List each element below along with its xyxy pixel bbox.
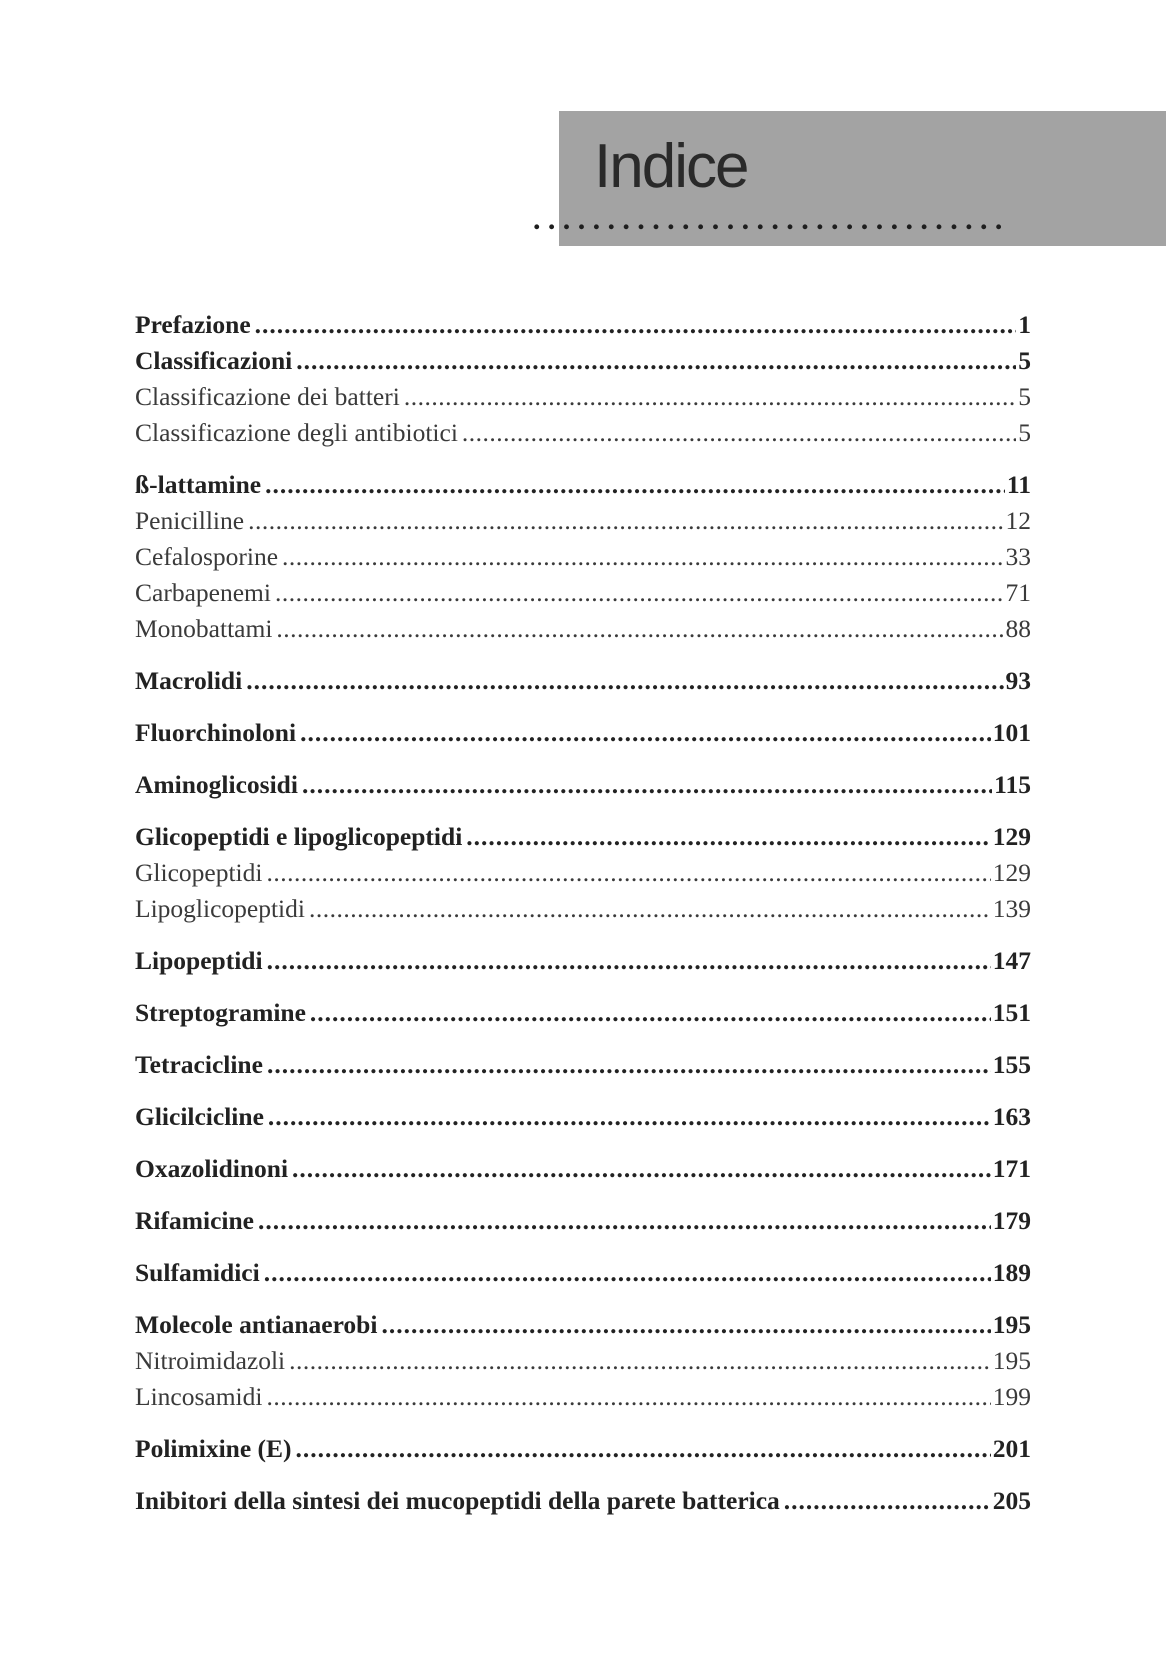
dot-leader	[292, 1151, 991, 1187]
dot-leader	[282, 539, 1003, 575]
toc-entry-title: Glicopeptidi	[135, 858, 263, 887]
toc-section-entry[interactable]	[135, 379, 1031, 415]
toc-page-number: 115	[994, 770, 1031, 799]
dot-leader	[276, 611, 1003, 647]
table-of-contents	[135, 307, 1031, 1519]
toc-chapter-entry[interactable]	[135, 715, 1031, 751]
toc-page-number: 93	[1005, 666, 1031, 695]
dot-leader	[466, 819, 990, 855]
toc-entry-title: Sulfamidici	[135, 1258, 260, 1287]
toc-entry-title: Classificazione dei batteri	[135, 382, 400, 411]
dot-leader	[404, 379, 1016, 415]
toc-page-number: 139	[992, 894, 1031, 923]
toc-entry-title: Inibitori della sintesi dei mucopeptidi della parete batterica	[135, 1486, 780, 1515]
toc-page-number: 33	[1005, 542, 1031, 571]
toc-page-number: 5	[1018, 346, 1031, 375]
toc-chapter-entry[interactable]	[135, 307, 1031, 343]
toc-chapter-entry[interactable]	[135, 995, 1031, 1031]
dot-leader	[296, 1431, 991, 1467]
toc-entry-title: Glicilcicline	[135, 1102, 264, 1131]
toc-chapter-entry[interactable]	[135, 343, 1031, 379]
toc-chapter-entry[interactable]	[135, 1307, 1031, 1343]
toc-chapter-entry[interactable]	[135, 1151, 1031, 1187]
toc-section-entry[interactable]	[135, 1379, 1031, 1415]
toc-entry-title: Streptogramine	[135, 998, 306, 1027]
toc-page-number: 205	[992, 1486, 1031, 1515]
toc-chapter-entry[interactable]	[135, 943, 1031, 979]
toc-entry-title: Monobattami	[135, 614, 273, 643]
toc-entry-title: Cefalosporine	[135, 542, 279, 571]
toc-page-number: 88	[1005, 614, 1031, 643]
toc-entry-title: Oxazolidinoni	[135, 1154, 289, 1183]
toc-page-number: 151	[992, 998, 1031, 1027]
toc-entry-title: Nitroimidazoli	[135, 1346, 286, 1375]
toc-entry-title: Fluorchinoloni	[135, 718, 297, 747]
toc-section-entry[interactable]	[135, 611, 1031, 647]
toc-entry-title: ß-lattamine	[135, 470, 262, 499]
toc-chapter-entry[interactable]	[135, 767, 1031, 803]
dot-leader	[266, 1379, 990, 1415]
toc-entry-title: Molecole antianaerobi	[135, 1310, 378, 1339]
dot-leader	[255, 307, 1017, 343]
dot-leader	[462, 415, 1016, 451]
toc-chapter-entry[interactable]	[135, 467, 1031, 503]
toc-page-number: 5	[1018, 382, 1031, 411]
page-title: Indice	[594, 132, 748, 201]
toc-page-number: 195	[992, 1310, 1031, 1339]
toc-page-number: 155	[992, 1050, 1031, 1079]
toc-page-number: 201	[992, 1434, 1031, 1463]
toc-section-entry[interactable]	[135, 891, 1031, 927]
dot-leader	[302, 767, 992, 803]
dot-leader	[266, 855, 990, 891]
toc-page-number: 163	[992, 1102, 1031, 1131]
toc-entry-title: Prefazione	[135, 310, 251, 339]
toc-page-number: 1	[1018, 310, 1031, 339]
toc-section-entry[interactable]	[135, 855, 1031, 891]
toc-entry-title: Lipopeptidi	[135, 946, 263, 975]
dot-leader	[264, 1255, 991, 1291]
toc-entry-title: Carbapenemi	[135, 578, 271, 607]
dot-leader	[267, 1047, 991, 1083]
toc-page-number: 129	[992, 822, 1031, 851]
dot-leader	[309, 891, 991, 927]
toc-page-number: 5	[1018, 418, 1031, 447]
toc-entry-title: Glicopeptidi e lipoglicopeptidi	[135, 822, 463, 851]
toc-page-number: 129	[992, 858, 1031, 887]
dot-leader	[267, 943, 991, 979]
toc-chapter-entry[interactable]	[135, 819, 1031, 855]
dot-leader	[258, 1203, 991, 1239]
toc-entry-title: Lincosamidi	[135, 1382, 263, 1411]
toc-section-entry[interactable]	[135, 539, 1031, 575]
toc-section-entry[interactable]	[135, 575, 1031, 611]
toc-entry-title: Lipoglicopeptidi	[135, 894, 305, 923]
dot-leader	[265, 467, 1005, 503]
dot-leader	[289, 1343, 991, 1379]
dot-leader	[275, 575, 1004, 611]
dot-leader	[246, 663, 1003, 699]
toc-section-entry[interactable]	[135, 415, 1031, 451]
dot-leader	[300, 715, 991, 751]
toc-page-number: 11	[1006, 470, 1031, 499]
toc-entry-title: Penicilline	[135, 506, 245, 535]
toc-chapter-entry[interactable]	[135, 663, 1031, 699]
toc-page-number: 179	[992, 1206, 1031, 1235]
toc-section-entry[interactable]	[135, 503, 1031, 539]
toc-entry-title: Polimixine (E)	[135, 1434, 292, 1463]
toc-section-entry[interactable]	[135, 1343, 1031, 1379]
dot-leader	[296, 343, 1016, 379]
dot-leader	[248, 503, 1003, 539]
toc-chapter-entry[interactable]	[135, 1203, 1031, 1239]
dot-leader	[381, 1307, 990, 1343]
toc-entry-title: Tetracicline	[135, 1050, 263, 1079]
toc-chapter-entry[interactable]	[135, 1255, 1031, 1291]
toc-page-number: 101	[992, 718, 1031, 747]
toc-page-number: 195	[992, 1346, 1031, 1375]
dot-leader	[784, 1483, 991, 1519]
toc-chapter-entry[interactable]	[135, 1099, 1031, 1135]
title-dotted-rule: ................................	[533, 210, 1010, 230]
toc-chapter-entry[interactable]	[135, 1047, 1031, 1083]
toc-page-number: 71	[1005, 578, 1031, 607]
toc-chapter-entry[interactable]	[135, 1483, 1031, 1519]
toc-page-number: 189	[992, 1258, 1031, 1287]
toc-entry-title: Classificazione degli antibiotici	[135, 418, 458, 447]
toc-entry-title: Macrolidi	[135, 666, 243, 695]
toc-entry-title: Rifamicine	[135, 1206, 254, 1235]
dot-leader	[310, 995, 991, 1031]
toc-page-number: 171	[992, 1154, 1031, 1183]
toc-page-number: 147	[992, 946, 1031, 975]
toc-entry-title: Aminoglicosidi	[135, 770, 298, 799]
toc-entry-title: Classificazioni	[135, 346, 293, 375]
toc-page-number: 199	[992, 1382, 1031, 1411]
dot-leader	[268, 1099, 991, 1135]
toc-chapter-entry[interactable]	[135, 1431, 1031, 1467]
toc-page-number: 12	[1005, 506, 1031, 535]
